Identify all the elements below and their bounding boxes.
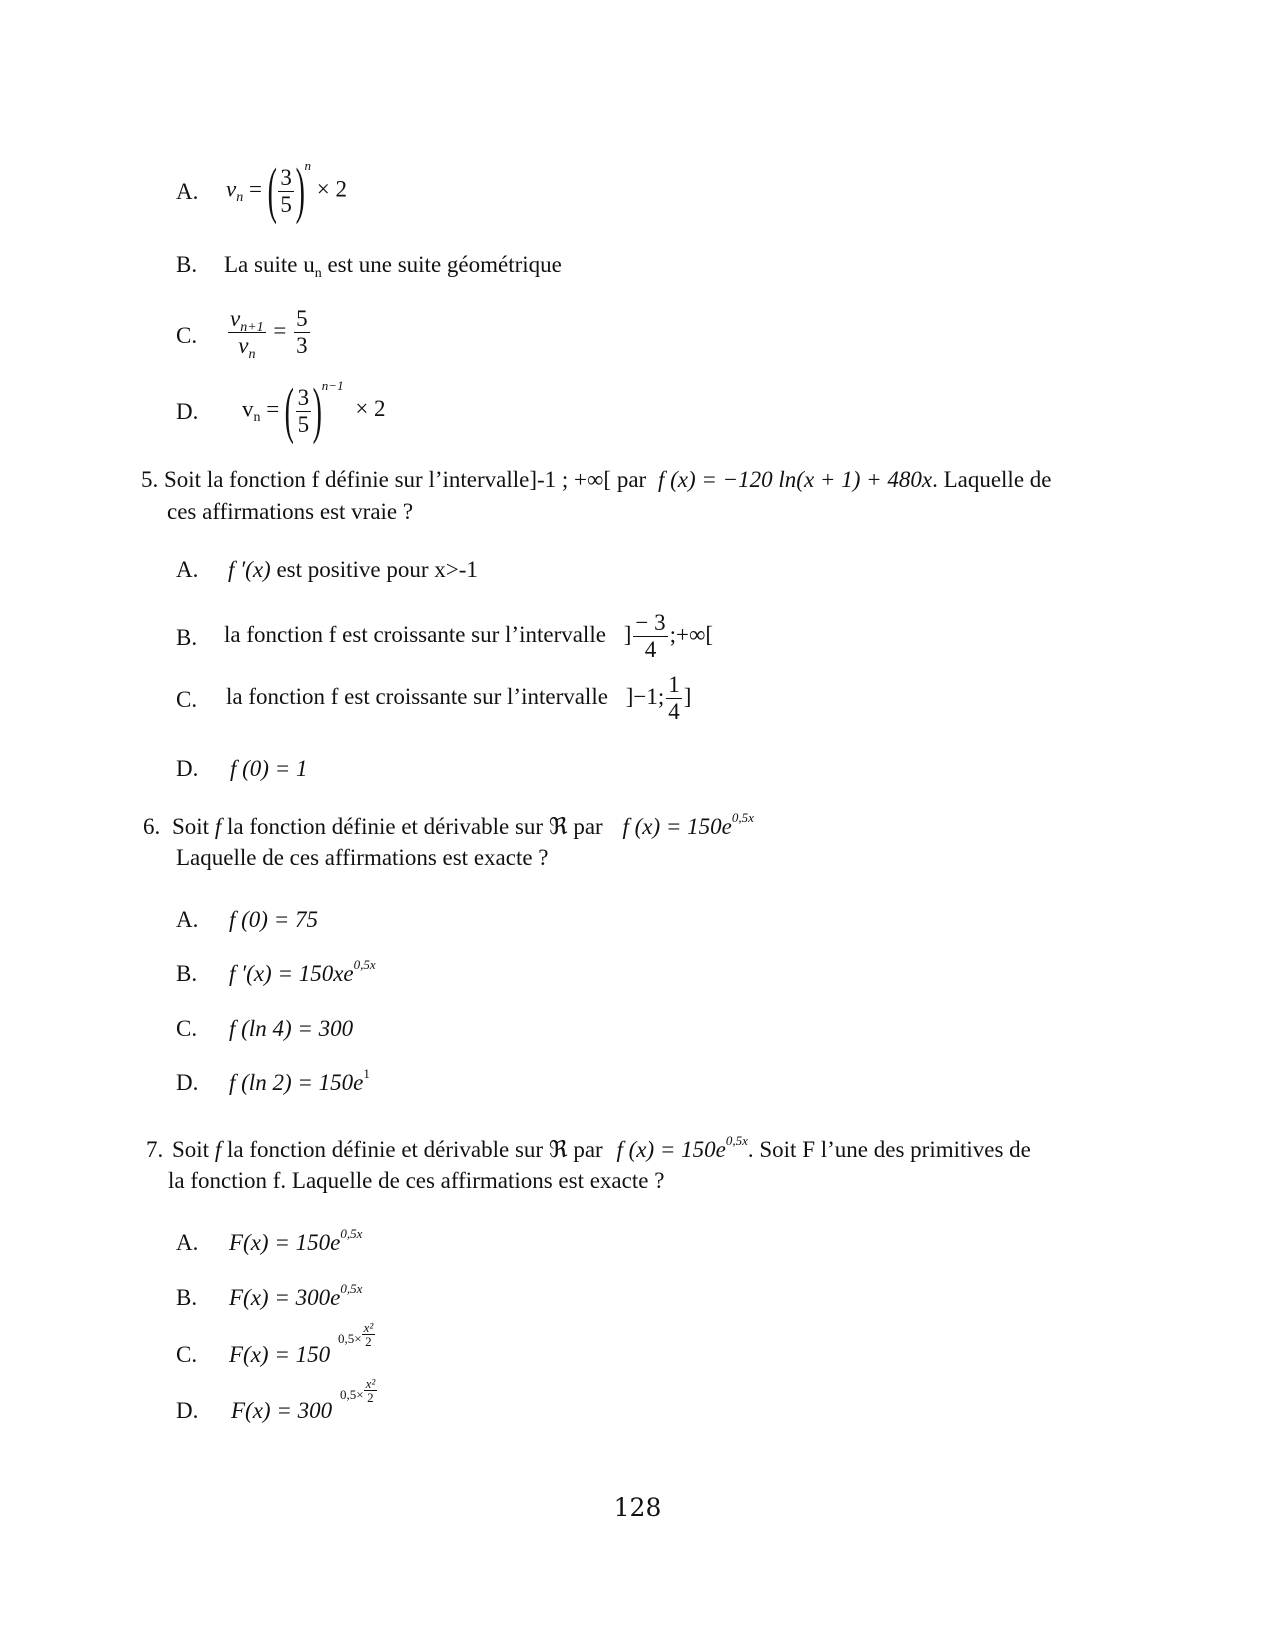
q5c-close: ] — [683, 683, 692, 709]
q7-line1 — [146, 1133, 1031, 1164]
q7-f: f — [214, 1137, 222, 1162]
q6-num: 6. — [143, 814, 161, 839]
q4-option-d-letter: D. — [176, 399, 199, 424]
q6-line1 — [143, 810, 754, 841]
q7-option-d-letter: D. — [176, 1398, 199, 1423]
q5-formula: f (x) = −120 ln(x + 1) + 480x — [657, 467, 933, 492]
q5-line1-text: 5. Soit la fonction f définie sur l’intervalle]-1 ; +∞[ par — [141, 467, 647, 492]
q7b-math: F(x) = 300e — [229, 1285, 341, 1310]
q6-option-b — [229, 957, 376, 988]
q4a-num: 3 — [280, 164, 292, 190]
q4a-tail: × 2 — [316, 176, 347, 202]
q7b-exp: 0,5x — [340, 1281, 363, 1296]
q4-option-b-letter: B. — [176, 252, 198, 277]
q7-line1-text: la fonction définie et dérivable sur ℜ par — [226, 1137, 603, 1162]
q7-line1-end: . Soit F l’une des primitives de — [747, 1137, 1031, 1162]
q7d-exp-den: 2 — [367, 1390, 374, 1405]
q4-option-b-text — [224, 251, 562, 279]
q6-soit: Soit — [172, 814, 210, 839]
q6-option-c-letter: C. — [176, 1016, 198, 1041]
q7a-exp: 0,5x — [340, 1226, 363, 1241]
q6-formula: f (x) = 150e — [622, 814, 732, 839]
q5b-text: la fonction f est croissante sur l’intervalle — [224, 621, 606, 647]
q4a-paren-open: ( — [267, 157, 277, 225]
q4d-num: 3 — [297, 384, 310, 410]
q4b-text-after: est une suite géométrique — [321, 252, 562, 277]
q4c-eq: = — [273, 317, 287, 343]
q4d-eq: = — [266, 396, 280, 422]
q6d-exp: 1 — [363, 1066, 370, 1081]
q4a-exp: n — [304, 158, 312, 174]
q5-option-a-letter: A. — [176, 557, 199, 582]
q5b-den: 4 — [644, 637, 657, 662]
q4d-den: 5 — [297, 411, 310, 437]
q4d-paren-close: ) — [312, 377, 323, 445]
q5b-close: ;+∞[ — [669, 621, 714, 647]
q5b-open: ] — [623, 621, 632, 647]
q6b-exp: 0,5x — [353, 957, 376, 972]
q5c-open: ]−1; — [625, 683, 665, 709]
q7c-exp-den: 2 — [365, 1334, 372, 1349]
q7-formula-exp: 0,5x — [725, 1133, 748, 1148]
q7-num: 7. — [146, 1137, 164, 1162]
q5-option-b — [224, 610, 713, 663]
q5b-num: − 3 — [635, 610, 666, 635]
q7-line2: la fonction f. Laquelle de ces affirmations est exacte ? — [168, 1168, 665, 1193]
q5-option-c-letter: C. — [176, 687, 198, 712]
q4-option-c-letter: C. — [176, 323, 198, 348]
q5c-num: 1 — [668, 672, 680, 697]
q4d-paren-open: ( — [284, 377, 294, 445]
q7c-exp-coef: 0,5× — [338, 1331, 362, 1347]
q5-option-a — [228, 556, 478, 584]
q4a-den: 5 — [280, 191, 292, 217]
q7d-exp-fraction — [364, 1377, 378, 1404]
q4a-sub: n — [236, 190, 244, 206]
q4c-den-sub: n — [248, 347, 256, 362]
q4c-num-sub: n+1 — [240, 320, 264, 335]
q7-option-b — [229, 1281, 363, 1312]
q6b-math: f ′(x) = 150xe — [229, 961, 354, 986]
q7d-exp-coef: 0,5× — [340, 1387, 364, 1403]
q4b-text-before: La suite u — [224, 252, 315, 277]
q5c-fraction — [666, 672, 682, 725]
q7-formula: f (x) = 150e — [616, 1137, 726, 1162]
q7c-exp-fraction — [362, 1321, 376, 1348]
q5c-den: 4 — [668, 699, 680, 724]
q5-option-c — [226, 672, 691, 725]
q4c-rhs-fraction — [294, 306, 310, 359]
q7d-exponent — [340, 1377, 377, 1404]
q6-line1-text: la fonction définie et dérivable sur ℜ par — [226, 814, 603, 839]
q6-option-b-letter: B. — [176, 961, 198, 986]
q6-option-c: f (ln 4) = 300 — [229, 1016, 354, 1041]
q6-line2: Laquelle de ces affirmations est exacte ? — [176, 845, 549, 870]
q4c-num-v: v — [230, 306, 241, 331]
q7c-math: F(x) = 150 — [229, 1342, 331, 1367]
q7d-math: F(x) = 300 — [231, 1398, 333, 1423]
q5c-text: la fonction f est croissante sur l’intervalle — [226, 683, 608, 709]
q4d-lhs: v — [242, 396, 254, 422]
q4b-sub: n — [314, 266, 322, 281]
q6d-math: f (ln 2) = 150e — [229, 1070, 364, 1095]
q5-option-d: f (0) = 1 — [230, 756, 308, 781]
q5-option-b-letter: B. — [176, 625, 198, 650]
q4c-den-v: v — [238, 333, 249, 358]
q4-option-a-formula — [226, 157, 347, 225]
q5-line1-end: . Laquelle de — [932, 467, 1052, 492]
q7-soit: Soit — [172, 1137, 210, 1162]
q6-option-a-letter: A. — [176, 907, 199, 932]
q5-line2: ces affirmations est vraie ? — [167, 499, 414, 524]
q4d-tail: × 2 — [355, 396, 386, 422]
q7a-math: F(x) = 150e — [229, 1230, 341, 1255]
q4a-paren-close: ) — [295, 157, 305, 225]
q7-option-d — [231, 1376, 376, 1425]
q5-line1 — [141, 466, 1052, 494]
q4c-rhs-den: 3 — [296, 333, 308, 358]
q5-option-d-letter: D. — [176, 756, 199, 781]
q5b-fraction — [633, 610, 667, 663]
q7-option-a — [229, 1226, 363, 1257]
q6-f: f — [214, 814, 222, 839]
q5a-text: est positive pour x>-1 — [270, 557, 478, 582]
q4a-fraction — [278, 165, 294, 218]
q4c-lhs-num — [228, 306, 266, 333]
q7c-exp-num: x² — [363, 1320, 374, 1335]
q4d-fraction — [296, 385, 312, 438]
q4d-exp: n−1 — [321, 378, 344, 394]
q7d-exp-num: x² — [365, 1376, 376, 1391]
q7-option-c-letter: C. — [176, 1342, 198, 1367]
q4-option-c-formula — [226, 306, 312, 362]
q7-option-b-letter: B. — [176, 1285, 198, 1310]
q4-option-a-letter: A. — [176, 179, 199, 204]
q4d-sub: n — [253, 410, 261, 426]
q4c-lhs-den — [228, 333, 266, 362]
q6-option-d-letter: D. — [176, 1070, 199, 1095]
q5a-math: f ′(x) — [228, 557, 271, 582]
q7-option-a-letter: A. — [176, 1230, 199, 1255]
q4-option-d-formula — [242, 377, 386, 445]
q4c-rhs-num: 5 — [296, 306, 308, 331]
q6-formula-exp: 0,5x — [731, 810, 754, 825]
q6-option-a: f (0) = 75 — [229, 907, 318, 932]
page-number: 128 — [613, 1493, 662, 1522]
q4a-eq: = — [248, 176, 262, 202]
q7-option-c — [229, 1320, 374, 1369]
q6-option-d — [229, 1066, 370, 1097]
q4c-lhs-fraction — [228, 306, 266, 362]
q7c-exponent — [338, 1321, 375, 1348]
q4a-lhs: v — [226, 176, 237, 202]
